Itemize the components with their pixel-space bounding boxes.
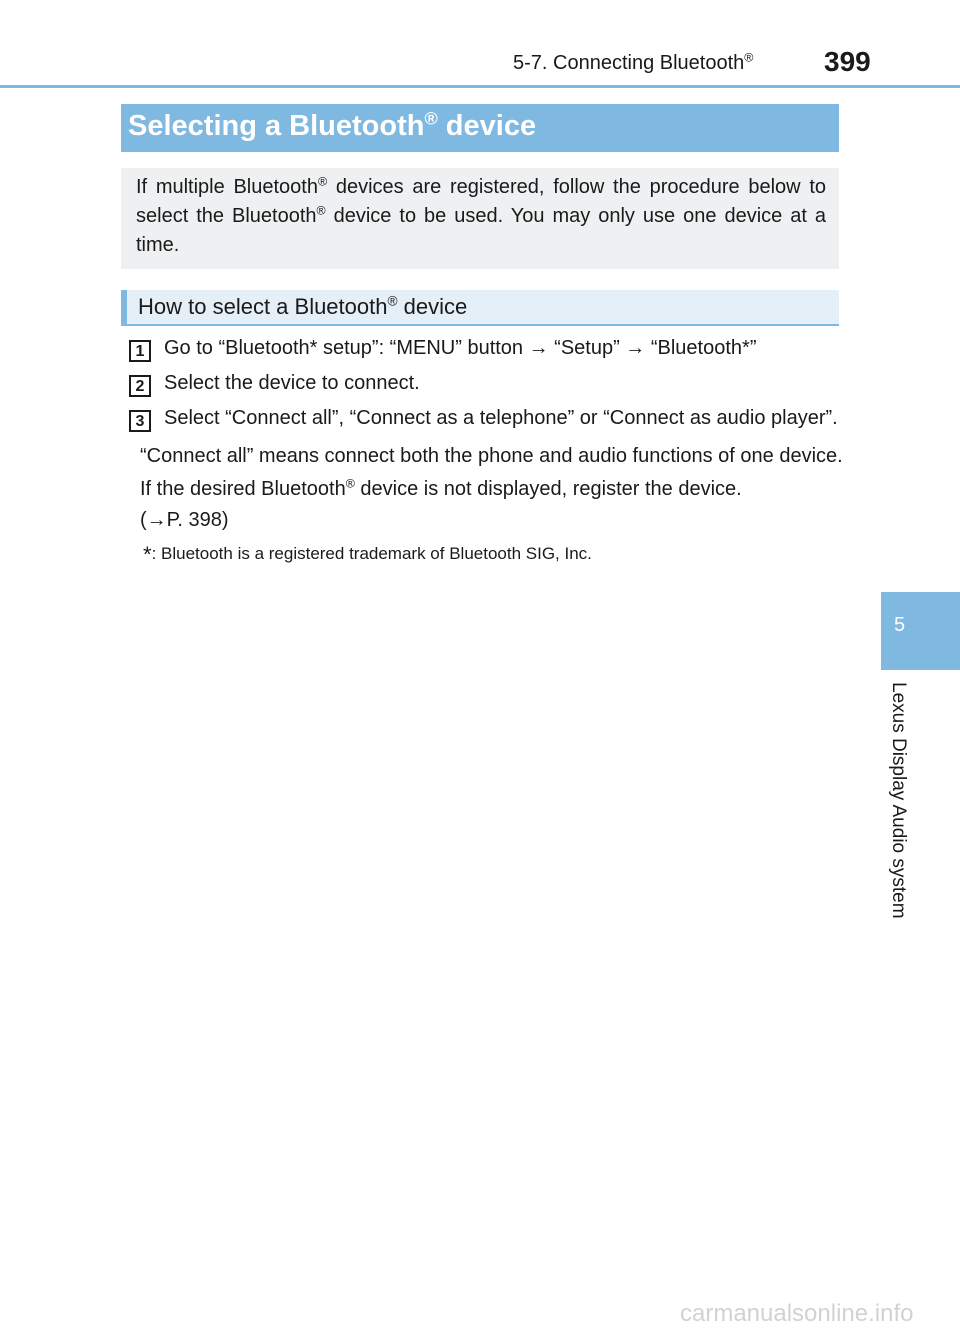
step-number-badge: 2 [129, 375, 151, 397]
subheading-suffix: device [397, 294, 468, 319]
section-title-text: Selecting a Bluetooth [128, 110, 425, 142]
registered-mark: ® [316, 203, 326, 218]
step-text: Select the device to connect. [164, 372, 420, 394]
chapter-label: Lexus Display Audio system [888, 682, 909, 919]
section-title-bar [121, 104, 839, 152]
footnote-asterisk: * [143, 542, 152, 567]
subheading-text: How to select a Bluetooth [138, 294, 388, 319]
intro-box [121, 168, 839, 269]
running-header [513, 52, 753, 75]
intro-paragraph [136, 173, 826, 260]
intro-text-3: device to be used. You may only use one device at a time. [136, 205, 826, 256]
footnote-text: : Bluetooth is a registered trademark of Bluetooth SIG, Inc. [151, 544, 592, 563]
registered-mark: ® [317, 174, 328, 189]
running-header-text: 5-7. Connecting Bluetooth [513, 52, 745, 74]
subheading-bar [121, 290, 839, 326]
chapter-number: 5 [894, 614, 906, 636]
registered-mark: ® [744, 50, 754, 65]
note-connect-all: “Connect all” means connect both the phone and audio functions of one device. [140, 445, 843, 467]
page-number: 399 [824, 46, 871, 77]
step-number-badge: 1 [129, 340, 151, 362]
header-divider [0, 85, 960, 88]
section-title-suffix: device [437, 110, 537, 142]
registered-mark: ® [424, 108, 438, 129]
subheading [138, 294, 467, 320]
note-text-1: If the desired Bluetooth [140, 478, 346, 500]
intro-text-2: devices are registered, follow the procedure below to select the Bluetooth [136, 176, 827, 227]
intro-text-1: If multiple Bluetooth [136, 176, 318, 198]
note-not-displayed [140, 478, 742, 501]
note-text-2: device is not displayed, register the device. [354, 478, 742, 500]
chapter-tab [881, 592, 960, 670]
step-number-badge: 3 [129, 410, 151, 432]
watermark: carmanualsonline.info [680, 1300, 914, 1327]
registered-mark: ® [345, 476, 355, 491]
step-text: Select “Connect all”, “Connect as a telephone” or “Connect as audio player”. [164, 407, 838, 429]
section-title [128, 110, 536, 143]
trademark-footnote [143, 544, 592, 566]
page-reference-link[interactable]: (→P. 398) [140, 509, 229, 531]
registered-mark: ® [387, 293, 398, 309]
step-text: Go to “Bluetooth* setup”: “MENU” button → “Setup” → “Bluetooth*” [164, 337, 757, 359]
